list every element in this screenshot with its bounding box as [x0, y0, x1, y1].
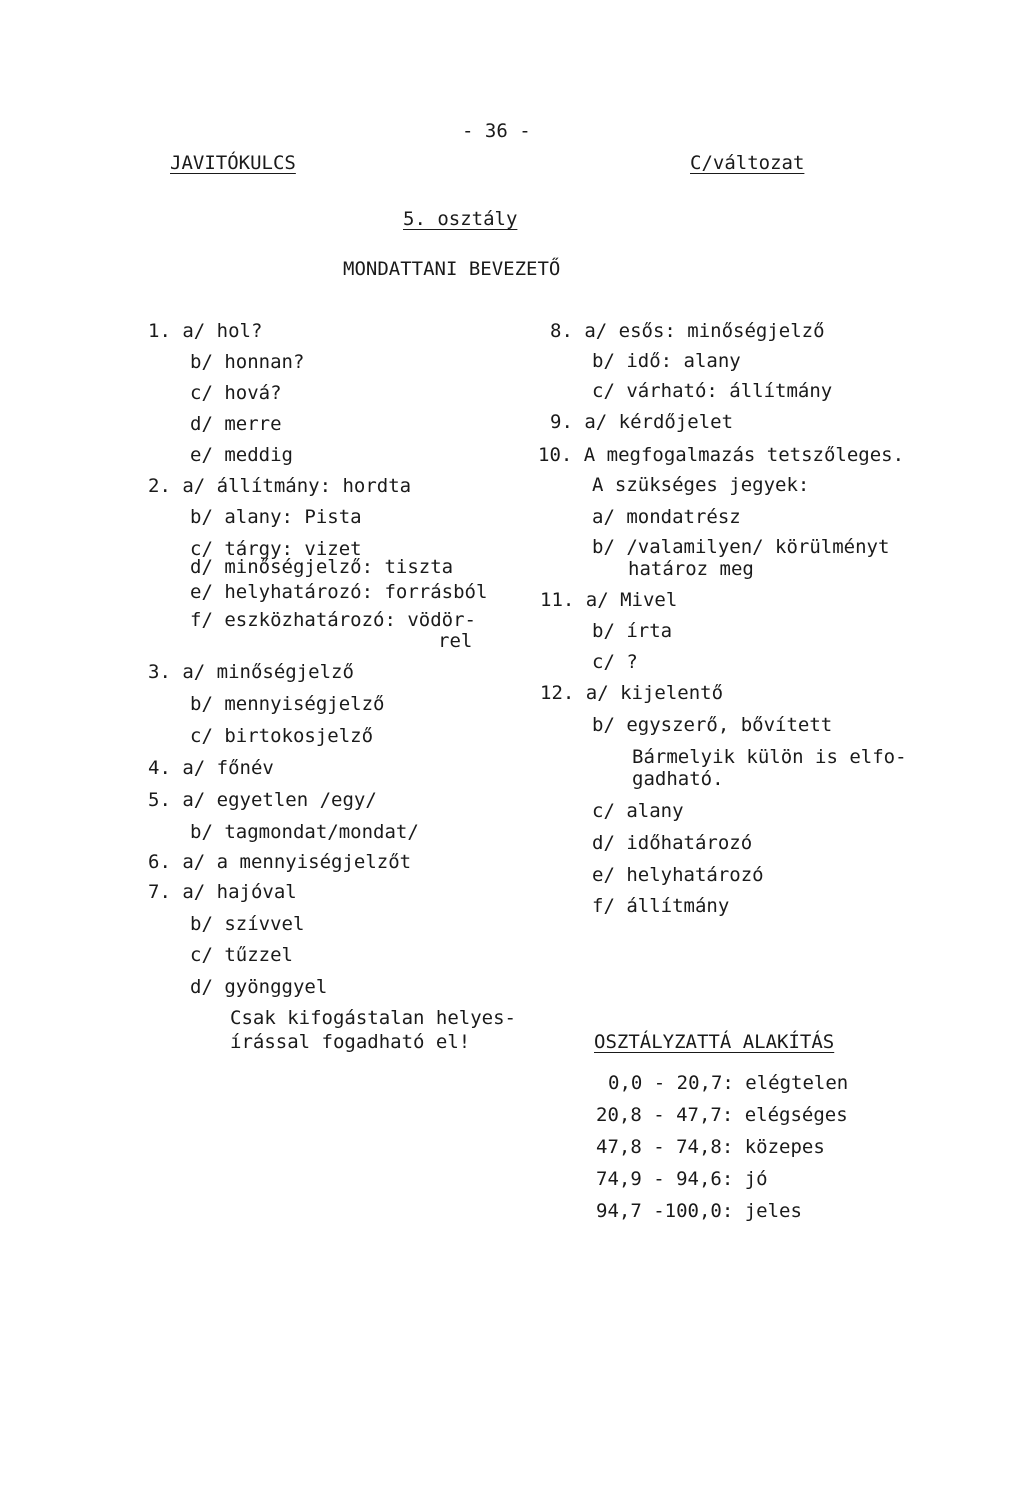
answer-line: A szükséges jegyek: — [592, 474, 810, 496]
answer-line: 8. a/ esős: minőségjelző — [550, 320, 825, 342]
answer-line: c/ ? — [592, 651, 638, 673]
answer-line: 10. A megfogalmazás tetszőleges. — [538, 444, 905, 466]
answer-line: b/ mennyiségjelző — [190, 693, 385, 715]
answer-line: 4. a/ főnév — [148, 757, 274, 779]
answer-line: 5. a/ egyetlen /egy/ — [148, 789, 377, 811]
note-line: gadható. — [632, 768, 724, 790]
answer-line: e/ helyhatározó — [592, 864, 764, 886]
answer-line: rel — [438, 630, 473, 652]
answer-line: 3. a/ minőségjelző — [148, 661, 354, 683]
grade-row: 0,0 - 20,7: elégtelen — [608, 1072, 849, 1094]
answer-line: a/ mondatrész — [592, 506, 741, 528]
answer-line: 12. a/ kijelentő — [540, 682, 724, 704]
answer-line: c/ hová? — [190, 382, 282, 404]
answer-line: c/ tárgy: vizet — [190, 538, 362, 560]
answer-line: 6. a/ a mennyiségjelzőt — [148, 851, 412, 873]
answer-line: b/ egyszerő, bővített — [592, 714, 833, 736]
answer-line: 7. a/ hajóval — [148, 881, 297, 903]
answer-line: b/ írta — [592, 620, 673, 642]
answer-line: 2. a/ állítmány: hordta — [148, 475, 412, 497]
version-label: C/változat — [690, 152, 805, 174]
class-label: 5. osztály — [403, 208, 518, 230]
section-title: MONDATTANI BEVEZETŐ — [343, 258, 561, 280]
grade-row: 20,8 - 47,7: elégséges — [596, 1104, 848, 1126]
answer-line: 1. a/ hol? — [148, 320, 263, 342]
answer-line: b/ alany: Pista — [190, 506, 362, 528]
grade-row: 47,8 - 74,8: közepes — [596, 1136, 825, 1158]
answer-line: 11. a/ Mivel — [540, 589, 678, 611]
answer-line: b/ honnan? — [190, 351, 305, 373]
answer-line: f/ eszközhatározó: vödör- — [190, 609, 476, 631]
note-line: Bármelyik külön is elfo- — [632, 746, 907, 768]
note-line: Csak kifogástalan helyes- — [230, 1007, 516, 1029]
answer-line: d/ gyönggyel — [190, 976, 328, 998]
answer-line: b/ /valamilyen/ körülményt — [592, 536, 890, 558]
grading-title: OSZTÁLYZATTÁ ALAKÍTÁS — [594, 1031, 835, 1053]
answer-line: b/ szívvel — [190, 913, 305, 935]
answer-line: c/ várható: állítmány — [592, 380, 833, 402]
grade-row: 74,9 - 94,6: jó — [596, 1168, 768, 1190]
answer-line: e/ helyhatározó: forrásból — [190, 581, 488, 603]
answer-line: b/ idő: alany — [592, 350, 741, 372]
answer-line: f/ állítmány — [592, 895, 730, 917]
answer-line: c/ birtokosjelző — [190, 725, 374, 747]
answer-line: c/ tűzzel — [190, 944, 293, 966]
page-number: - 36 - — [462, 120, 531, 142]
answer-line: d/ merre — [190, 413, 282, 435]
grade-row: 94,7 -100,0: jeles — [596, 1200, 802, 1222]
answer-line: b/ tagmondat/mondat/ — [190, 821, 419, 843]
answer-line: e/ meddig — [190, 444, 293, 466]
answer-line: d/ időhatározó — [592, 832, 753, 854]
answer-line: c/ alany — [592, 800, 684, 822]
answer-line: 9. a/ kérdőjelet — [550, 411, 734, 433]
answer-line: határoz meg — [628, 558, 754, 580]
answer-line: d/ minőségjelző: tiszta — [190, 556, 454, 578]
answer-key-title: JAVITÓKULCS — [170, 152, 296, 174]
note-line: írással fogadható el! — [230, 1031, 471, 1053]
